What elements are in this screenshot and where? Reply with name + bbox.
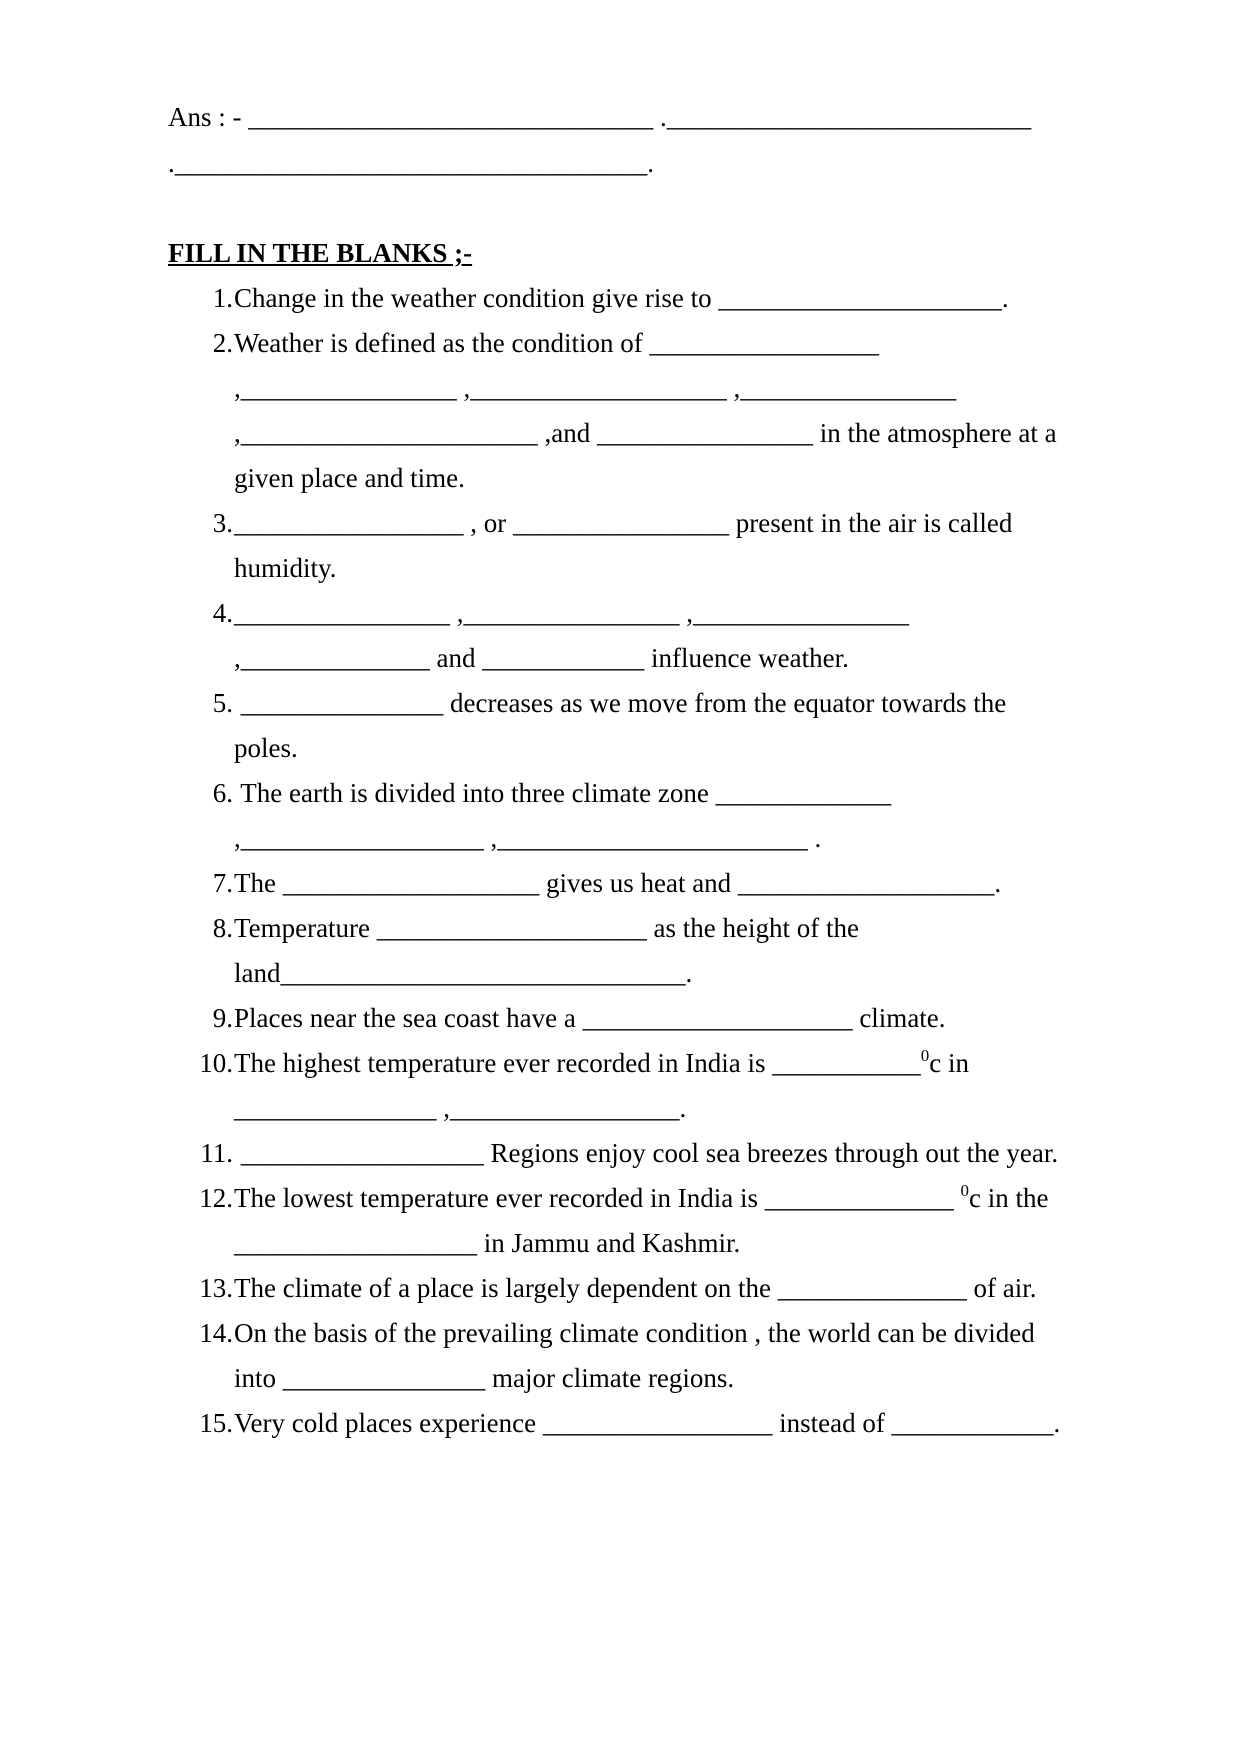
question-10-text: The highest temperature ever recorded in India is ___________ [234, 1048, 921, 1078]
question-10-line-2: _______________ ,_________________. [234, 1093, 687, 1123]
question-number: 3. [212, 508, 233, 538]
question-6-line-2: ,__________________ ,_______________________ . [234, 823, 822, 853]
question-15-line-1: Very cold places experience _________________ instead of ____________. [234, 1408, 1061, 1438]
degree-superscript: 0 [920, 1046, 930, 1065]
question-14-line-1: On the basis of the prevailing climate condition , the world can be divided [234, 1318, 1035, 1348]
question-number: 5. [212, 688, 233, 718]
question-number: 6. [212, 778, 233, 808]
question-14-line-2: into _______________ major climate regions. [234, 1363, 735, 1393]
question-2-line-1: Weather is defined as the condition of _________________ [234, 328, 879, 358]
question-number: 13. [199, 1273, 233, 1303]
question-3-line-1: _________________ , or ________________ present in the air is called [234, 508, 1013, 538]
question-12-line-1 [234, 1181, 1049, 1213]
question-12-unit: c in the [969, 1183, 1049, 1213]
answer-line-1: Ans : - ______________________________ .___________________________ [168, 102, 1032, 132]
question-9-line-1: Places near the sea coast have a ____________________ climate. [234, 1003, 946, 1033]
question-3-line-2: humidity. [234, 553, 337, 583]
question-5-line-2: poles. [234, 733, 298, 763]
question-4-line-1: ________________ ,________________ ,________________ [234, 598, 909, 628]
question-8-line-1: Temperature ____________________ as the height of the [234, 913, 859, 943]
question-7-line-1: The ___________________ gives us heat and ___________________. [234, 868, 1002, 898]
question-2-line-3: ,______________________ ,and ________________ in the atmosphere at a [234, 418, 1057, 448]
question-number: 1. [212, 283, 233, 313]
question-number: 14. [199, 1318, 233, 1348]
question-number: 2. [212, 328, 233, 358]
question-12-line-2: __________________ in Jammu and Kashmir. [234, 1228, 741, 1258]
question-number: 8. [212, 913, 233, 943]
question-11-line-1: __________________ Regions enjoy cool sea breezes through out the year. [234, 1138, 1059, 1168]
question-number: 9. [212, 1003, 233, 1033]
question-2-line-2: ,________________ ,___________________ ,________________ [234, 373, 957, 403]
question-number: 11. [200, 1138, 233, 1168]
question-number: 7. [212, 868, 233, 898]
question-number: 4. [212, 598, 233, 628]
question-10-line-1 [234, 1046, 970, 1078]
question-2-line-4: given place and time. [234, 463, 465, 493]
question-12-text: The lowest temperature ever recorded in India is ______________ [234, 1183, 961, 1213]
question-1-line-1: Change in the weather condition give rise to _____________________. [234, 283, 1009, 313]
section-heading: FILL IN THE BLANKS ;- [168, 238, 473, 268]
question-10-unit: c in [929, 1048, 970, 1078]
question-4-line-2: ,______________ and ____________ influence weather. [234, 643, 849, 673]
question-number: 12. [199, 1183, 233, 1213]
question-8-line-2: land______________________________. [234, 958, 693, 988]
question-number: 10. [199, 1048, 233, 1078]
question-number: 15. [199, 1408, 233, 1438]
answer-line-2: .___________________________________. [168, 148, 654, 178]
question-13-line-1: The climate of a place is largely dependent on the ______________ of air. [234, 1273, 1037, 1303]
question-6-line-1: The earth is divided into three climate zone _____________ [234, 778, 892, 808]
degree-superscript: 0 [960, 1181, 970, 1200]
question-5-line-1: _______________ decreases as we move from the equator towards the [234, 688, 1007, 718]
